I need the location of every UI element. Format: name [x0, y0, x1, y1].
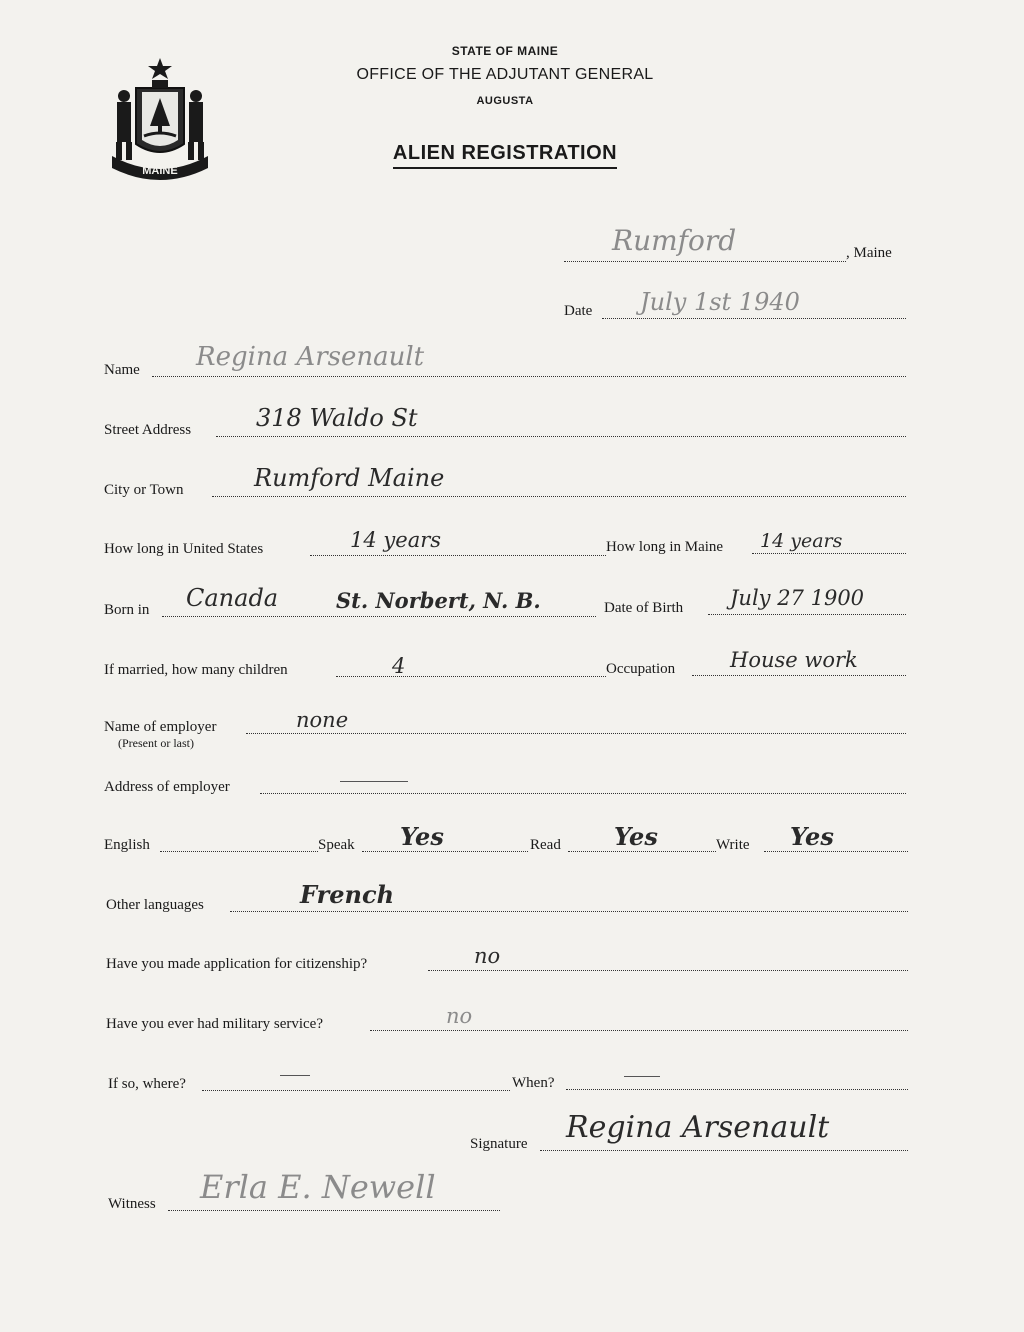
witness-label: Witness [108, 1196, 156, 1212]
employer-address-label: Address of employer [104, 779, 230, 795]
street-label: Street Address [104, 422, 192, 438]
us-duration-line [310, 555, 606, 556]
when-label: When? [512, 1075, 555, 1091]
born-place-value[interactable]: St. Norbert, N. B. [336, 588, 541, 613]
english-line [160, 851, 318, 852]
signature-line [540, 1150, 908, 1151]
witness-value[interactable]: Erla E. Newell [200, 1168, 436, 1206]
read-line [568, 851, 716, 852]
employer-address-value[interactable] [340, 781, 408, 782]
dob-value[interactable]: July 27 1900 [730, 586, 865, 610]
us-duration-label: How long in United States [104, 541, 264, 557]
languages-value[interactable]: French [300, 880, 395, 909]
where-value[interactable] [280, 1075, 310, 1076]
employer-line [246, 733, 906, 734]
signature-value[interactable]: Regina Arsenault [566, 1110, 830, 1145]
write-value[interactable]: Yes [790, 822, 834, 851]
speak-label: Speak [318, 837, 355, 853]
born-country-value[interactable]: Canada [186, 584, 279, 612]
form-title [0, 142, 1010, 165]
dob-label: Date of Birth [604, 600, 684, 616]
citizenship-value[interactable]: no [474, 944, 501, 968]
office-heading: OFFICE OF THE ADJUTANT GENERAL [356, 66, 654, 83]
english-label: English [104, 837, 150, 853]
city-value[interactable]: Rumford Maine [254, 464, 445, 492]
svg-text:MAINE: MAINE [142, 165, 178, 177]
employer-label: Name of employer [104, 719, 217, 735]
city-line [212, 496, 906, 497]
occupation-value[interactable]: House work [730, 648, 858, 672]
dob-line [708, 614, 906, 615]
employer-address-line [260, 793, 906, 794]
maine-duration-label: How long in Maine [606, 539, 724, 555]
date-value[interactable]: July 1st 1940 [640, 288, 800, 316]
read-label: Read [530, 837, 561, 853]
children-line [336, 676, 606, 677]
where-line [202, 1090, 510, 1091]
occupation-label: Occupation [606, 661, 676, 677]
languages-line [230, 911, 908, 912]
state-heading: STATE OF MAINE [451, 44, 559, 58]
name-line [152, 376, 906, 377]
employer-value[interactable]: none [296, 708, 349, 732]
date-label: Date [564, 303, 593, 319]
where-label: If so, where? [108, 1076, 186, 1092]
write-label: Write [716, 837, 750, 853]
us-duration-value[interactable]: 14 years [350, 528, 442, 552]
born-label: Born in [104, 602, 150, 618]
street-line [216, 436, 906, 437]
signature-label: Signature [470, 1136, 528, 1152]
born-line [162, 616, 596, 617]
state-suffix: , Maine [846, 245, 892, 261]
military-value[interactable]: no [446, 1004, 473, 1028]
date-line [602, 318, 906, 319]
when-line [566, 1089, 908, 1090]
languages-label: Other languages [106, 897, 204, 913]
read-value[interactable]: Yes [614, 822, 658, 851]
street-value[interactable]: 318 Waldo St [256, 404, 418, 432]
name-value[interactable]: Regina Arsenault [196, 342, 425, 372]
citizenship-line [428, 970, 908, 971]
speak-line [362, 851, 528, 852]
form-title-text: ALIEN REGISTRATION [393, 142, 617, 169]
witness-line [168, 1210, 500, 1211]
maine-duration-value[interactable]: 14 years [760, 530, 843, 552]
when-value[interactable] [624, 1076, 660, 1077]
military-line [370, 1030, 908, 1031]
city-heading: AUGUSTA [476, 95, 534, 107]
children-label: If married, how many children [104, 662, 288, 678]
speak-value[interactable]: Yes [400, 822, 444, 851]
town-line [564, 261, 846, 262]
employer-sublabel: (Present or last) [118, 736, 194, 750]
name-label: Name [104, 362, 140, 378]
occupation-line [692, 675, 906, 676]
citizenship-label: Have you made application for citizenship? [106, 956, 368, 972]
write-line [764, 851, 908, 852]
military-label: Have you ever had military service? [106, 1016, 323, 1032]
city-label: City or Town [104, 482, 184, 498]
maine-duration-line [752, 553, 906, 554]
town-value[interactable]: Rumford [612, 224, 737, 257]
children-value[interactable]: 4 [392, 654, 406, 678]
